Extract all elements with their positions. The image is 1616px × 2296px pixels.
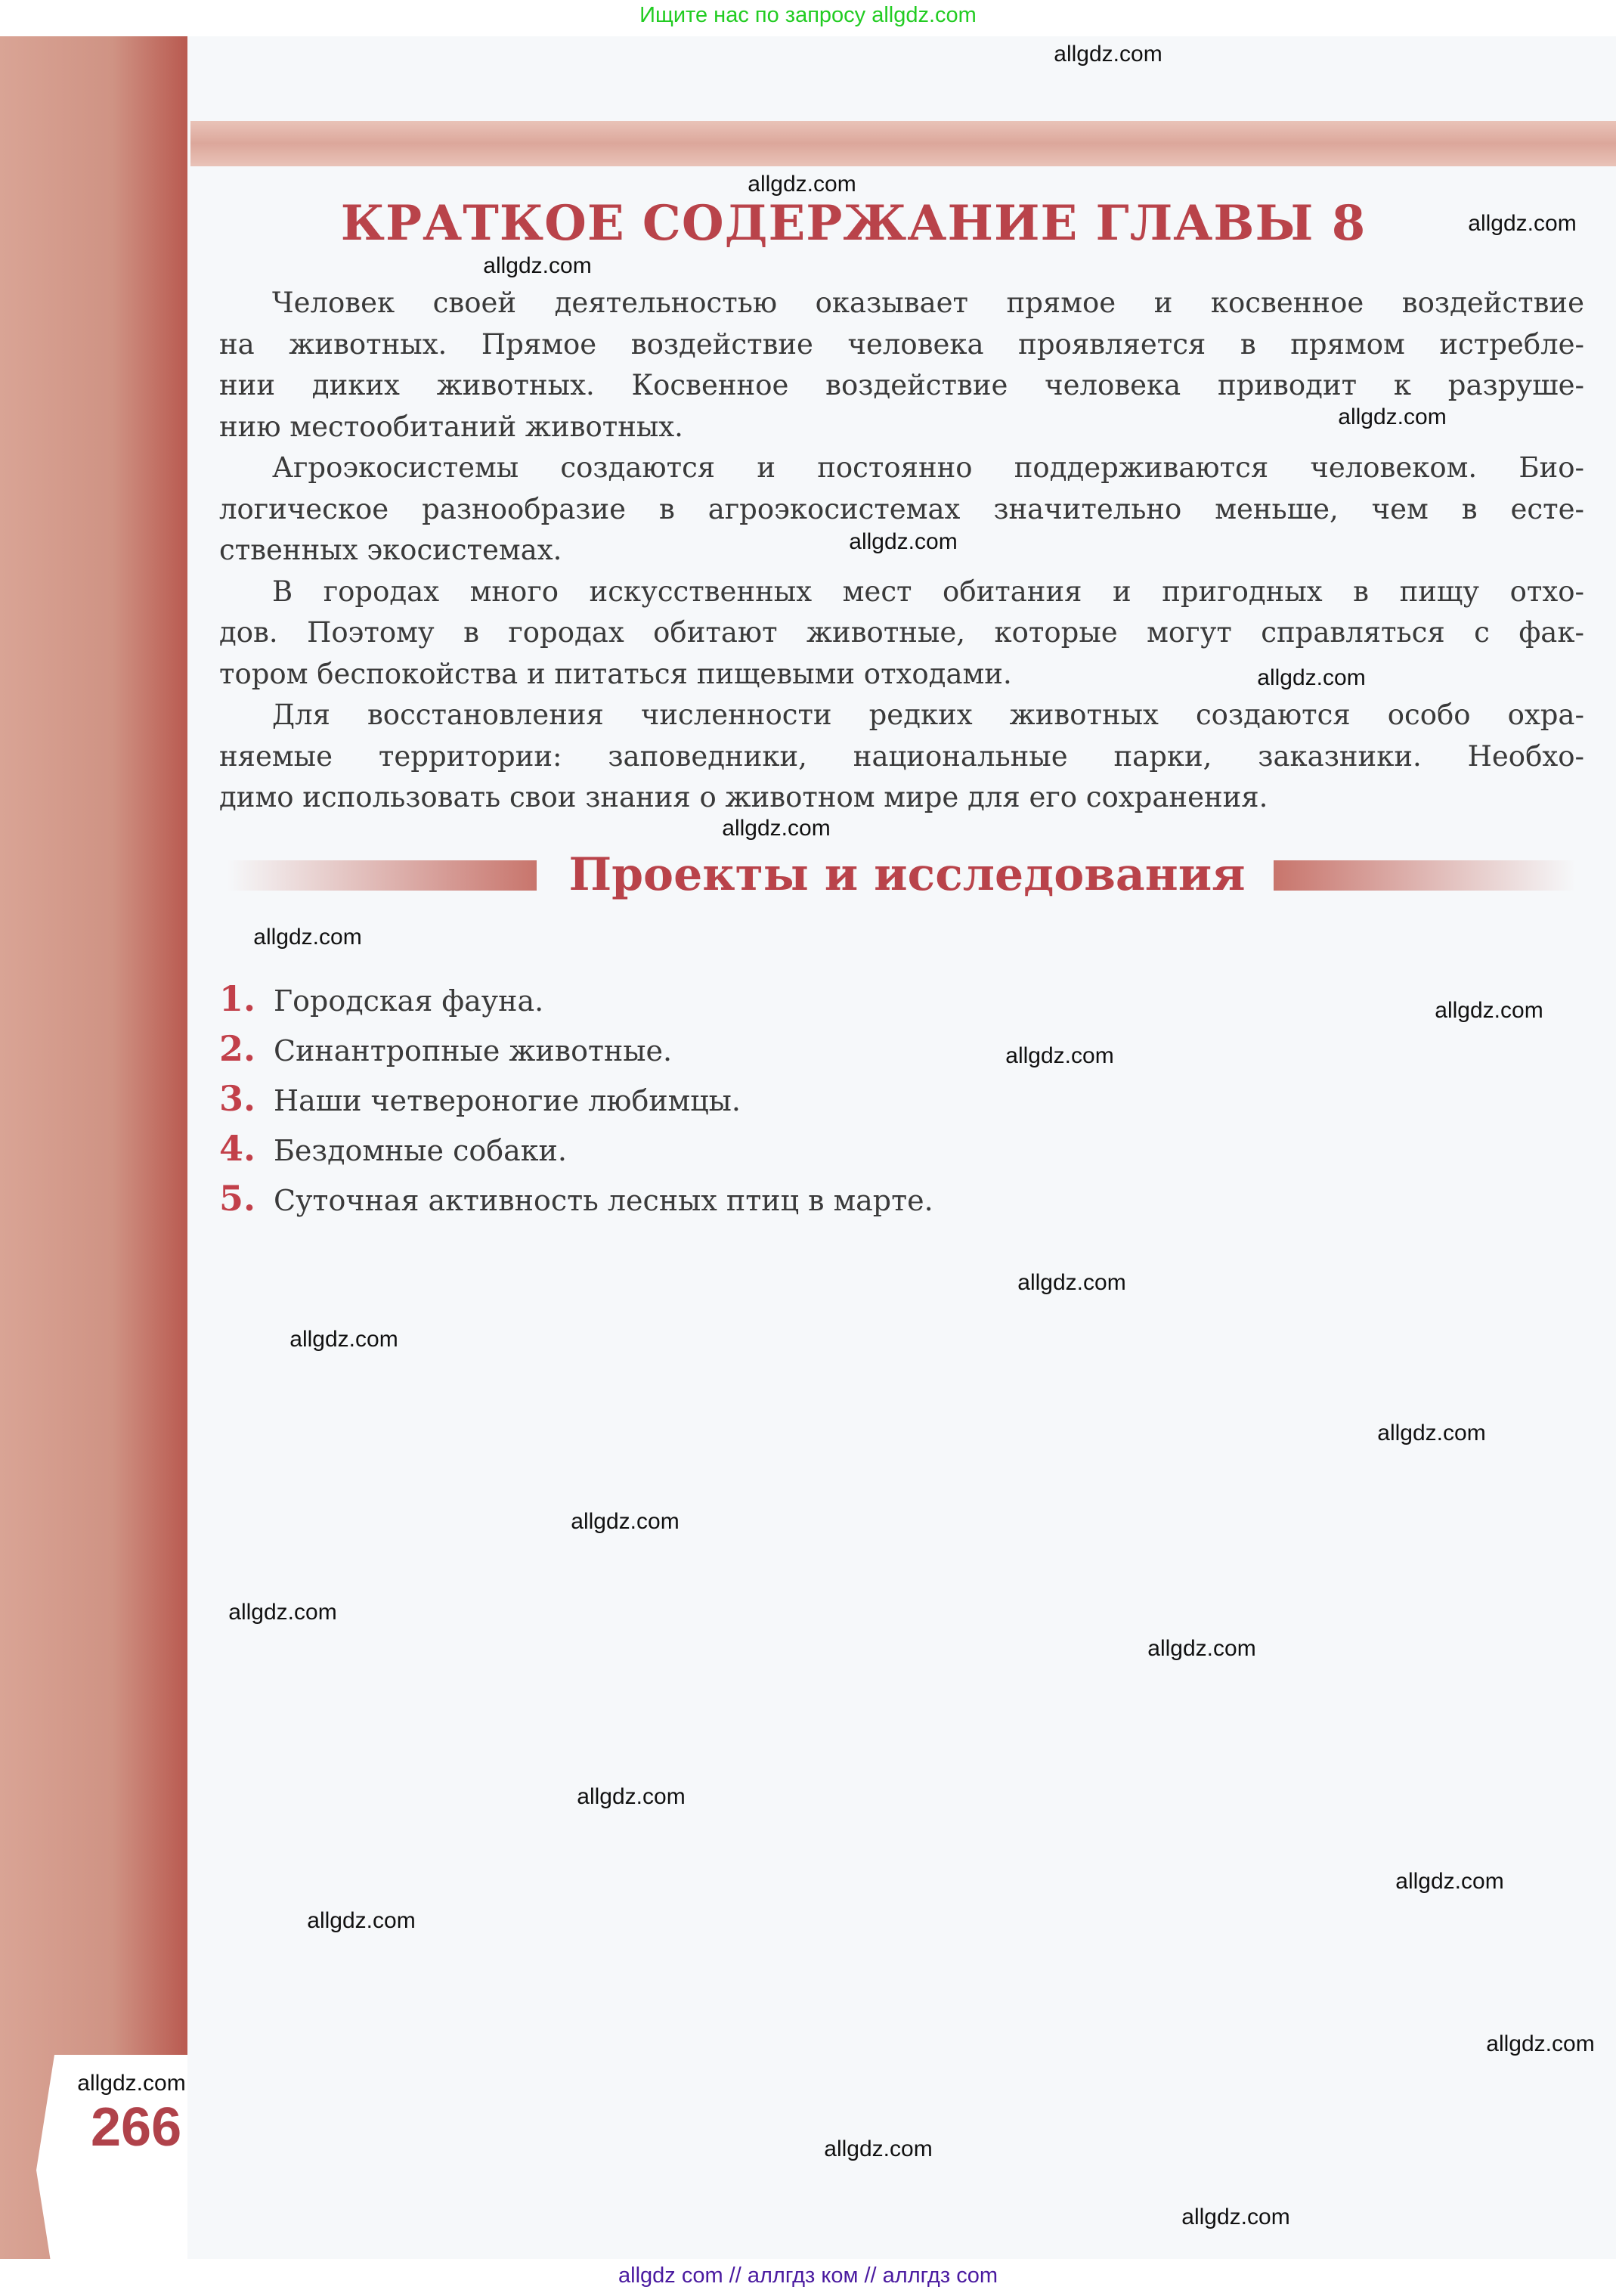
paragraph-line: нии диких животных. Косвенное воздействие человека приводит к разруше-: [219, 369, 1584, 401]
watermark-text: allgdz.com: [1147, 1636, 1256, 1661]
watermark-text: allgdz.com: [253, 925, 362, 950]
paragraph-line: тором беспокойства и питаться пищевыми отходами.: [219, 657, 1012, 690]
watermark-text: allgdz.com: [1054, 42, 1162, 67]
project-number: 3.: [219, 1078, 256, 1119]
project-item: [219, 1173, 933, 1223]
project-number: 2.: [219, 1028, 256, 1069]
project-item: [219, 974, 933, 1024]
watermark-text: allgdz.com: [571, 1509, 680, 1534]
paragraph-line: дов. Поэтому в городах обитают животные, которые могут справляться с фак-: [219, 616, 1584, 649]
top-note: Ищите нас по запросу allgdz.com: [639, 3, 977, 27]
projects-bar-right: [1274, 860, 1576, 891]
watermark-text: allgdz.com: [577, 1784, 686, 1809]
project-item: [219, 1123, 933, 1173]
watermark-text: allgdz.com: [1435, 998, 1543, 1023]
page-number: 266: [91, 2097, 182, 2158]
left-margin-strip: [0, 36, 187, 2259]
watermark-text: allgdz.com: [1017, 1270, 1126, 1295]
watermark-text: allgdz.com: [1395, 1869, 1504, 1894]
watermark-text: allgdz.com: [1338, 404, 1447, 429]
watermark-text: allgdz.com: [1257, 665, 1366, 690]
project-number: 1.: [219, 978, 256, 1019]
projects-bar-left: [227, 860, 537, 891]
projects-list: [219, 974, 933, 1223]
project-text: Наши четвероногие любимцы.: [274, 1084, 741, 1117]
paragraph-line: Для восстановления численности редких животных создаются особо охра-: [272, 699, 1584, 731]
project-text: Суточная активность лесных птиц в марте.: [274, 1184, 933, 1217]
header-band: [190, 121, 1616, 166]
paragraph-line: няемые территории: заповедники, национальные парки, заказники. Необхо-: [219, 739, 1584, 773]
project-text: Бездомные собаки.: [274, 1134, 567, 1167]
watermark-text: allgdz.com: [307, 1908, 416, 1933]
project-item: [219, 1074, 933, 1123]
watermark-text: allgdz.com: [77, 2071, 186, 2096]
project-number: 5.: [219, 1178, 256, 1219]
watermark-text: allgdz.com: [849, 529, 958, 554]
watermark-text: allgdz.com: [1005, 1043, 1114, 1068]
watermark-text: allgdz.com: [228, 1600, 337, 1625]
watermark-text: allgdz.com: [1486, 2031, 1595, 2056]
project-text: Городская фауна.: [274, 984, 544, 1018]
project-number: 4.: [219, 1128, 256, 1169]
paragraph-line: на животных. Прямое воздействие человека проявляется в прямом истребле-: [219, 327, 1584, 361]
watermark-text: allgdz.com: [748, 172, 856, 197]
projects-title: Проекты и исследования: [568, 848, 1246, 901]
watermark-text: allgdz.com: [1181, 2205, 1290, 2229]
paragraph-line: нию местообитаний животных.: [219, 410, 683, 443]
paragraph-line: логическое разнообразие в агроэкосистемах значительно меньше, чем в есте-: [219, 492, 1584, 525]
chapter-summary-title: КРАТКОЕ СОДЕРЖАНИЕ ГЛАВЫ 8: [340, 195, 1367, 252]
footer-note: allgdz com // аллгдз ком // аллгдз com: [618, 2263, 998, 2288]
watermark-text: allgdz.com: [1468, 211, 1577, 236]
watermark-text: allgdz.com: [722, 816, 831, 841]
paragraph-line: димо использовать свои знания о животном мире для его сохранения.: [219, 781, 1268, 813]
paragraph-line: Человек своей деятельностью оказывает прямое и косвенное воздействие: [272, 287, 1584, 319]
paragraph-line: ственных экосистемах.: [219, 534, 562, 566]
watermark-text: allgdz.com: [824, 2136, 933, 2161]
watermark-text: allgdz.com: [1377, 1421, 1486, 1445]
project-text: Синантропные животные.: [274, 1034, 673, 1067]
paragraph-line: В городах много искусственных мест обитания и пригодных в пищу отхо-: [272, 575, 1584, 608]
watermark-text: allgdz.com: [289, 1327, 398, 1352]
projects-header: [0, 848, 1616, 913]
project-item: [219, 1024, 933, 1074]
paragraph-line: Агроэкосистемы создаются и постоянно поддерживаются человеком. Био-: [272, 451, 1584, 484]
watermark-text: allgdz.com: [483, 253, 592, 278]
